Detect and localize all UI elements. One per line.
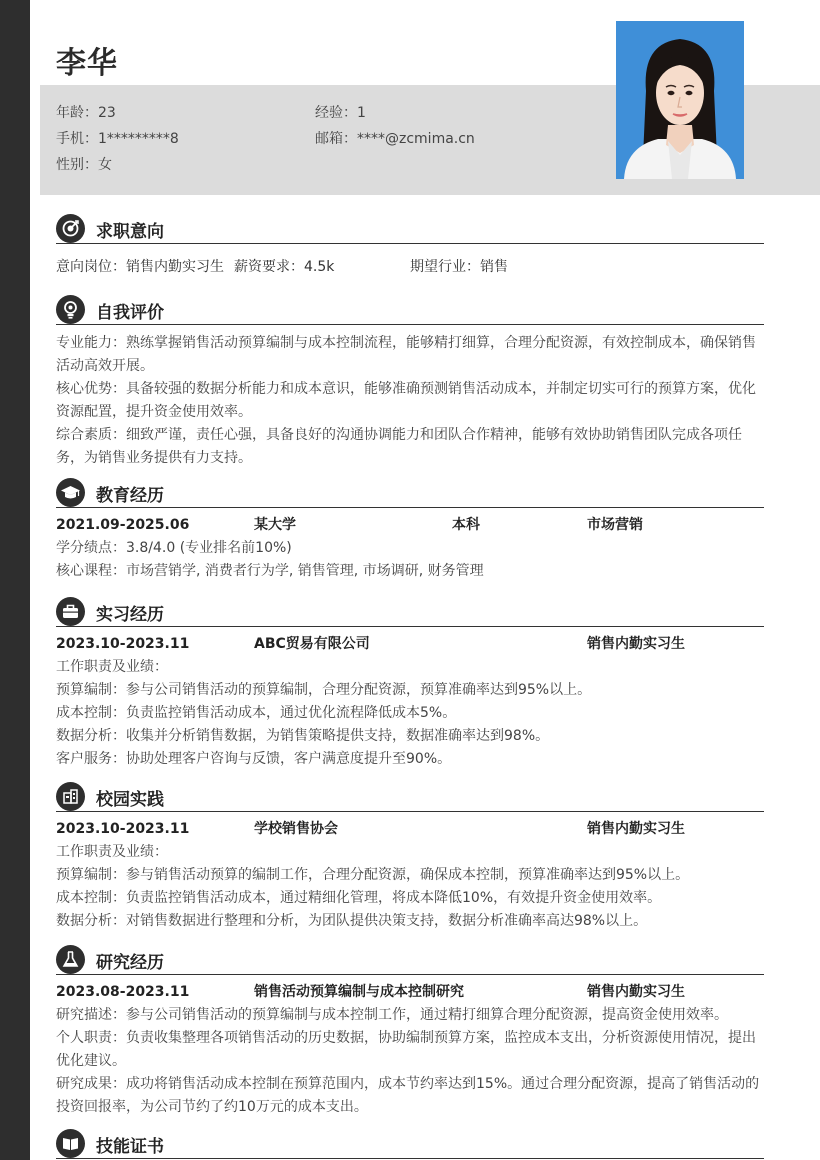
section-self-evaluation bbox=[56, 295, 764, 470]
profile-photo bbox=[616, 21, 744, 179]
self-eval-line: 专业能力：熟练掌握销售活动预算编制与成本控制流程，能够精打细算，合理分配资源，有效控制成本，确保销售活动高效开展。 bbox=[56, 335, 756, 374]
section-campus-practice bbox=[56, 782, 764, 933]
intern-detail-line: 工作职责及业绩： bbox=[56, 659, 168, 675]
section-header bbox=[56, 945, 764, 975]
section-title: 实习经历 bbox=[96, 605, 164, 625]
research-detail-line: 个人职责：负责收集整理各项销售活动的历史数据，协助编制预算方案，监控成本支出，分析资源使用情况，提出优化建议。 bbox=[56, 1030, 756, 1069]
campus-org: 学校销售协会 bbox=[254, 821, 338, 837]
intern-detail-line: 预算编制：参与公司销售活动的预算编制，合理分配资源，预算准确率达到95%以上。 bbox=[56, 682, 592, 698]
intern-detail-line: 客户服务：协助处理客户咨询与反馈，客户满意度提升至90%。 bbox=[56, 751, 452, 767]
campus-date: 2023.10-2023.11 bbox=[56, 821, 190, 837]
section-title: 自我评价 bbox=[96, 303, 164, 323]
campus-detail-line: 工作职责及业绩： bbox=[56, 844, 168, 860]
research-detail-line: 研究成果：成功将销售活动成本控制在预算范围内，成本节约率达到15%。通过合理分配资源，提高了销售活动的投资回报率，为公司节约了约10万元的成本支出。 bbox=[56, 1076, 760, 1115]
self-eval-line: 核心优势：具备较强的数据分析能力和成本意识，能够准确预测销售活动成本，并制定切实可行的预算方案，优化资源配置，提升资金使用效率。 bbox=[56, 381, 756, 420]
section-title: 校园实践 bbox=[96, 790, 164, 810]
edu-school: 某大学 bbox=[254, 517, 296, 533]
edu-detail-line: 学分绩点：3.8/4.0 (专业排名前10%) bbox=[56, 540, 292, 556]
section-title: 教育经历 bbox=[96, 486, 164, 506]
section-education bbox=[56, 478, 764, 583]
section-job-intent bbox=[56, 214, 764, 279]
target-icon bbox=[56, 214, 85, 243]
edu-detail-line: 核心课程：市场营销学, 消费者行为学, 销售管理, 市场调研, 财务管理 bbox=[56, 563, 484, 579]
section-internship bbox=[56, 597, 764, 771]
intern-role: 销售内勤实习生 bbox=[587, 636, 685, 652]
research-project: 销售活动预算编制与成本控制研究 bbox=[254, 984, 464, 1000]
intern-company: ABC贸易有限公司 bbox=[254, 636, 370, 652]
research-date: 2023.08-2023.11 bbox=[56, 984, 190, 1000]
intent-industry: 期望行业：销售 bbox=[410, 259, 508, 275]
section-title: 研究经历 bbox=[96, 953, 164, 973]
research-role: 销售内勤实习生 bbox=[587, 984, 685, 1000]
section-title: 求职意向 bbox=[96, 222, 164, 242]
idea-icon bbox=[56, 295, 85, 324]
section-header bbox=[56, 782, 764, 812]
left-sidebar-bar bbox=[0, 0, 30, 1160]
building-icon bbox=[56, 782, 85, 811]
intern-detail-line: 成本控制：负责监控销售活动成本，通过优化流程降低成本5%。 bbox=[56, 705, 457, 721]
campus-detail-line: 成本控制：负责监控销售活动成本，通过精细化管理，将成本降低10%，有效提升资金使用效率。 bbox=[56, 890, 662, 906]
research-detail-line: 研究描述：参与公司销售活动的预算编制与成本控制工作，通过精打细算合理分配资源，提高资金使用效率。 bbox=[56, 1007, 728, 1023]
campus-role: 销售内勤实习生 bbox=[587, 821, 685, 837]
edu-major: 市场营销 bbox=[587, 517, 643, 533]
book-icon bbox=[56, 1129, 85, 1158]
graduation-cap-icon bbox=[56, 478, 85, 507]
briefcase-icon bbox=[56, 597, 85, 626]
campus-detail-line: 数据分析：对销售数据进行整理和分析，为团队提供决策支持，数据分析准确率高达98%以上。 bbox=[56, 913, 648, 929]
section-header bbox=[56, 1129, 764, 1159]
intent-position: 意向岗位：销售内勤实习生 bbox=[56, 259, 224, 275]
section-header bbox=[56, 597, 764, 627]
section-skills bbox=[56, 1129, 764, 1159]
section-header bbox=[56, 214, 764, 244]
flask-icon bbox=[56, 945, 85, 974]
section-header bbox=[56, 478, 764, 508]
self-eval-line: 综合素质：细致严谨，责任心强，具备良好的沟通协调能力和团队合作精神，能够有效协助销售团队完成各项任务，为销售业务提供有力支持。 bbox=[56, 427, 742, 466]
section-research bbox=[56, 945, 764, 1119]
edu-date: 2021.09-2025.06 bbox=[56, 517, 190, 533]
section-header bbox=[56, 295, 764, 325]
candidate-name: 李华 bbox=[56, 46, 118, 81]
info-age: 年龄：23 bbox=[56, 105, 116, 121]
intent-salary: 薪资要求：4.5k bbox=[234, 259, 335, 275]
info-experience: 经验：1 bbox=[315, 105, 366, 121]
info-email: 邮箱：****@zcmima.cn bbox=[315, 131, 475, 147]
info-gender: 性别：女 bbox=[56, 157, 112, 173]
intern-date: 2023.10-2023.11 bbox=[56, 636, 190, 652]
edu-degree: 本科 bbox=[452, 517, 480, 533]
info-phone: 手机：1*********8 bbox=[56, 131, 179, 147]
section-title: 技能证书 bbox=[96, 1137, 164, 1157]
intern-detail-line: 数据分析：收集并分析销售数据，为销售策略提供支持，数据准确率达到98%。 bbox=[56, 728, 550, 744]
campus-detail-line: 预算编制：参与销售活动预算的编制工作，合理分配资源，确保成本控制，预算准确率达到95%以上。 bbox=[56, 867, 690, 883]
